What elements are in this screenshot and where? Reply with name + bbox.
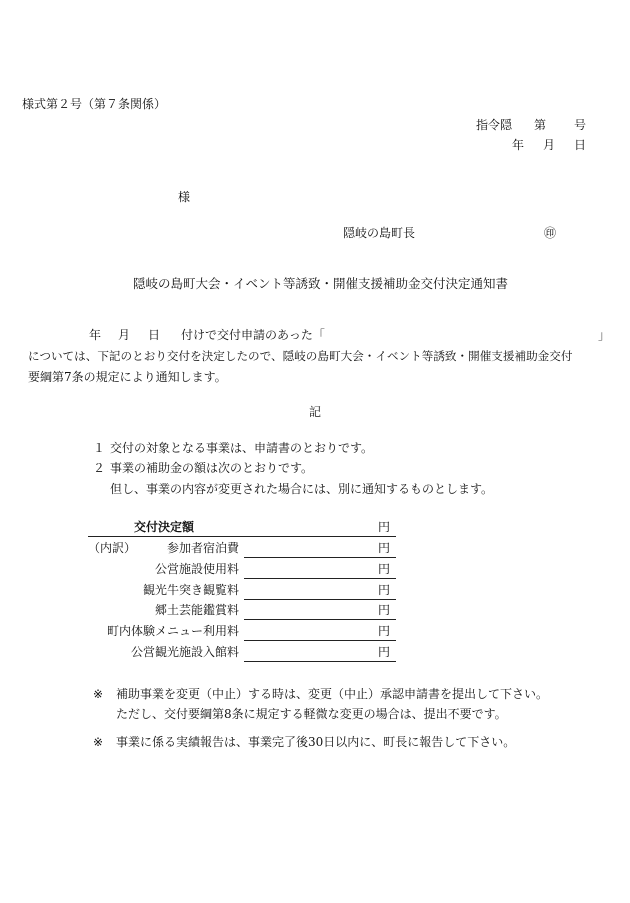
row-unit: 円 [378, 583, 391, 597]
page-title: 隠岐の島町大会・イベント等誘致・開催支援補助金交付決定通知書 [133, 276, 509, 291]
row-label: 公営観光施設入館料 [130, 645, 239, 659]
recipient-suffix: 様 [178, 190, 191, 204]
row-line [244, 599, 396, 600]
row-line [244, 578, 396, 579]
body-line3: 要綱第7条の規定により通知します。 [28, 370, 227, 384]
table-header-label: 交付決定額 [134, 520, 195, 534]
note-1-text: 補助事業を変更（中止）する時は、変更（中止）承認申請書を提出して下さい。 [116, 687, 549, 701]
body-date-day: 日 [148, 328, 161, 342]
row-label: 郷土芸能鑑賞料 [154, 603, 239, 617]
row-unit: 円 [378, 603, 391, 617]
item-2-note: 但し、事業の内容が変更された場合には、別に通知するものとします。 [110, 482, 494, 496]
row-unit: 円 [378, 624, 391, 638]
item-1-text: 交付の対象となる事業は、申請書のとおりです。 [110, 441, 374, 455]
row-line [244, 557, 396, 558]
body-line1-close: 」 [598, 328, 611, 342]
seal-mark: ㊞ [544, 226, 557, 240]
row-label: 公営施設使用料 [154, 562, 239, 576]
body-line1-text: 付けで交付申請のあった「 [181, 328, 325, 342]
breakdown-label: （内訳） [88, 541, 137, 555]
form-number: 様式第２号（第７条関係） [22, 97, 167, 111]
body-date-year: 年 [89, 328, 102, 342]
table-header-line [88, 536, 396, 537]
row-unit: 円 [378, 645, 391, 659]
date-year: 年 [512, 138, 525, 152]
note-1-mark: ※ [93, 687, 104, 701]
row-unit: 円 [378, 562, 391, 576]
directive-dai: 第 [534, 118, 547, 132]
ki-heading: 記 [309, 405, 322, 419]
item-1-num: １ [93, 441, 106, 455]
item-2-num: ２ [93, 461, 106, 475]
note-2-text: 事業に係る実績報告は、事業完了後30日以内に、町長に報告して下さい。 [116, 735, 516, 749]
body-date-month: 月 [118, 328, 131, 342]
body-line2: については、下記のとおり交付を決定したので、隠岐の島町大会・イベント等誘致・開催支援補助金交付 [28, 349, 573, 363]
directive-go: 号 [574, 118, 587, 132]
note-1-sub: ただし、交付要綱第8条に規定する軽微な変更の場合は、提出不要です。 [116, 707, 507, 721]
table-header-unit: 円 [378, 520, 391, 534]
row-line [244, 619, 396, 620]
note-2-mark: ※ [93, 735, 104, 749]
row-unit: 円 [378, 541, 391, 555]
row-line [244, 661, 396, 662]
row-line [244, 640, 396, 641]
row-label: 観光牛突き観覧料 [142, 583, 239, 597]
issuer-name: 隠岐の島町長 [343, 226, 416, 240]
directive-prefix: 指令隠 [476, 118, 513, 132]
date-day: 日 [574, 138, 587, 152]
row-label: 町内体験メニュー利用料 [106, 624, 239, 638]
row-label: 参加者宿泊費 [166, 541, 239, 555]
date-month: 月 [543, 138, 556, 152]
item-2-text: 事業の補助金の額は次のとおりです。 [110, 461, 314, 475]
